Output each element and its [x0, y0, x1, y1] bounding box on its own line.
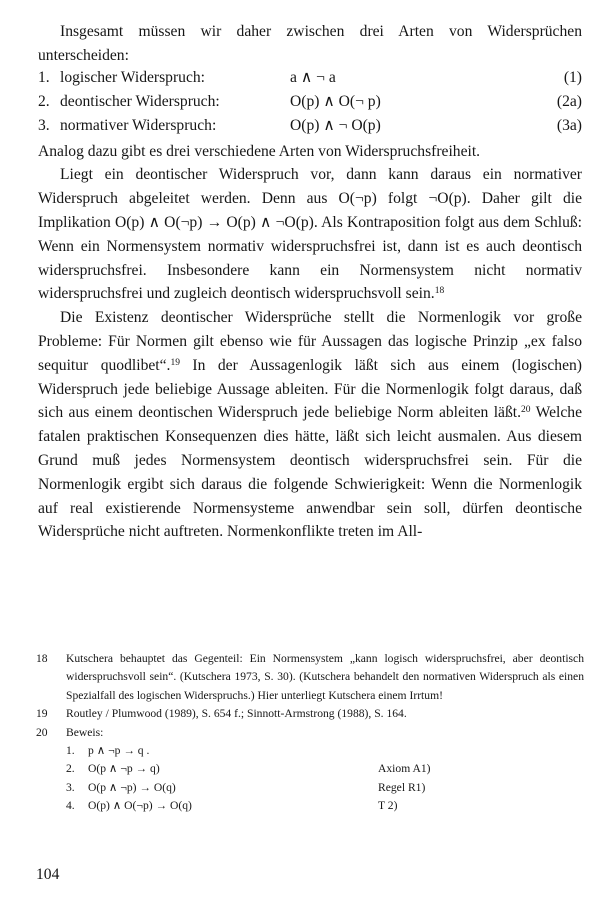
equation-tag: (2a)	[556, 92, 582, 110]
proof-steps	[36, 742, 584, 816]
proof-step	[66, 779, 584, 797]
paragraph-text: Die Existenz deontischer Widersprüche stellt die Normenlogik vor große Probleme: Für Normen gilt ebenso wie für Aussagen das logische Prinzip „ex falso sequitur quodlibet“.	[38, 309, 582, 374]
page-number: 104	[36, 866, 60, 883]
example-formula: a ∧ ¬ a	[290, 68, 336, 86]
proof-step-number: 3.	[66, 780, 75, 794]
footnote-ref[interactable]: 18	[434, 286, 445, 297]
example-label: normativer Widerspruch:	[60, 116, 217, 134]
intro-paragraph	[38, 20, 582, 68]
footnotes	[36, 650, 584, 816]
intro-line-1: Insgesamt müssen wir daher zwischen drei Arten von Widersprüchen	[60, 23, 582, 40]
equation-tag: (3a)	[556, 116, 582, 134]
example-number: 3.	[38, 116, 50, 134]
footnote-item	[36, 705, 584, 723]
footnote-item	[36, 650, 584, 705]
paragraph-normenlogik	[38, 306, 582, 544]
example-number: 2.	[38, 92, 50, 110]
footnote-ref[interactable]: 19	[170, 357, 180, 368]
proof-step-number: 2.	[66, 762, 75, 776]
proof-justification: T 2)	[378, 799, 398, 813]
intro-line-2: unterscheiden:	[38, 46, 129, 64]
footnote-number: 19	[36, 707, 48, 721]
example-row	[38, 116, 582, 140]
example-formula: O(p) ∧ ¬ O(p)	[290, 116, 381, 134]
example-row	[38, 92, 582, 116]
footnote-number: 18	[36, 652, 48, 665]
example-label: deontischer Widerspruch:	[60, 92, 220, 110]
example-row	[38, 68, 582, 92]
example-label: logischer Widerspruch:	[60, 68, 206, 86]
proof-formula: O(p ∧ ¬p → q)	[88, 762, 160, 776]
footnote-item	[36, 724, 584, 742]
proof-step-number: 1.	[66, 744, 75, 758]
paragraph-text: Liegt ein deontischer Widerspruch vor, dann kann daraus ein normativer Widerspruch abgeleitet werden. Denn aus O(¬p) folgt ¬O(p). Daher gilt die Implikation O(p) ∧ O(¬p) → O(p) ∧ ¬O(p). Als Kontraposition folgt aus dem Schluß: Wenn ein Normensystem normativ widerspruchsfrei ist, dann ist es auch deontisch widerspruchsfrei. Insbesondere kann ein Normensystem nicht normativ widerspruchsfrei und zugleich deontisch widerspruchsvoll sein.	[38, 166, 582, 303]
example-formula: O(p) ∧ O(¬ p)	[290, 92, 381, 110]
proof-step-number: 4.	[66, 799, 75, 813]
equation-tag: (1)	[563, 68, 582, 86]
proof-justification	[378, 742, 584, 760]
main-text	[38, 20, 582, 544]
proof-step	[66, 760, 584, 778]
footnote-text: Beweis:	[66, 725, 104, 739]
analog-sentence: Analog dazu gibt es drei verschiedene Arten von Widerspruchsfreiheit.	[38, 142, 481, 160]
proof-justification: Regel R1)	[378, 780, 426, 794]
paragraph-text: In der Aussagenlogik läßt sich aus einem (logischen) Widerspruch jede beliebige Aussage ableiten. Für die Normenlogik folgt daraus, daß sich aus einem deontischen Widerspruch jede beliebige Norm ableiten läßt.	[38, 356, 583, 422]
proof-formula: O(p ∧ ¬p) → O(q)	[88, 780, 176, 794]
contradiction-list	[38, 68, 582, 140]
footnote-ref[interactable]: 20	[521, 405, 531, 416]
proof-justification: Axiom A1)	[378, 762, 431, 776]
footnote-number: 20	[36, 725, 48, 739]
proof-formula: p ∧ ¬p → q .	[88, 744, 150, 758]
proof-formula: O(p) ∧ O(¬p) → O(q)	[88, 799, 192, 813]
proof-step	[66, 797, 584, 815]
proof-step	[66, 742, 584, 760]
paragraph-implication	[38, 163, 582, 306]
footnote-text: Kutschera behauptet das Gegenteil: Ein Normensystem „kann logisch widerspruchsfrei, aber deontisch widerspruchsvoll sein“. (Kutschera 1973, S. 30). (Kutschera behandelt den normativen Widerspruch als einen Spezialfall des logischen Widerspruchs.) Hier unterliegt Kutschera einem Irrtum!	[66, 652, 584, 702]
footnote-text: Routley / Plumwood (1989), S. 654 f.; Sinnott-Armstrong (1988), S. 164.	[66, 707, 407, 721]
example-number: 1.	[38, 68, 50, 86]
paragraph-text: Welche fatalen praktischen Konsequenzen dies hätte, läßt sich leicht ausmalen. Aus diesem Grund muß jedes Normensystem deontisch widerspruchsfrei sein. Für die Normenlogik ergibt sich daraus die folgende Schwierigkeit: Wenn die Normenlogik auf real existierende Normensysteme anwendbar sein soll, dürfen deontische Widersprüche nicht auftreten. Normenkonflikte treten im All-	[38, 404, 582, 541]
